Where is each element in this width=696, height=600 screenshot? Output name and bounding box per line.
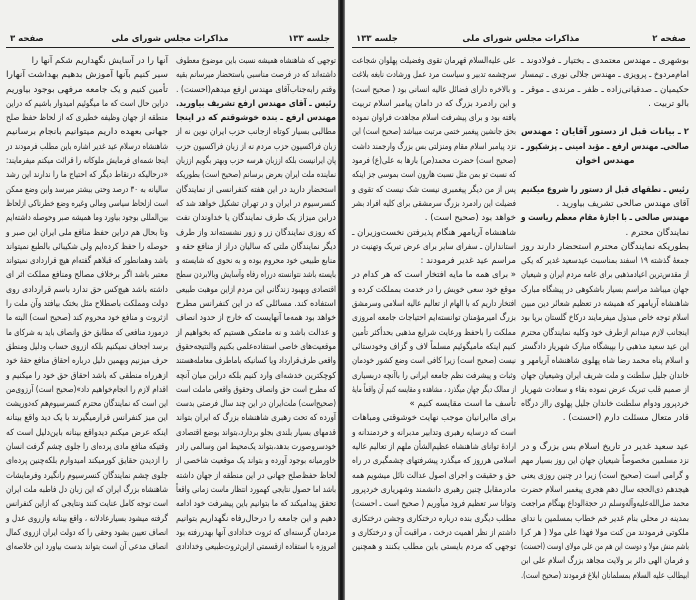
publication-title: مذاکرات مجلس شورای ملی <box>462 34 580 44</box>
text-line: خردپرور ودوام سلطنت خاندان جلیل پهلوی رااز درگاه <box>521 399 689 410</box>
page-header <box>6 33 334 48</box>
text-line: وقتم رابه‌جناب‌آقای مهندس ارفع میدهم(احسنت) . <box>176 84 336 95</box>
text-line: اسلام توجه خاص مبذول میفرمایند درکاخ گلستان برپا بود <box>521 313 689 324</box>
text-line: تأمین کنیم و یک جامعه مرفهی بوجود بیاوریم <box>5 84 168 95</box>
text-line: مهندس اخوان <box>575 156 635 167</box>
text-line: ۲ ـ بیانات قبل از دستور آقایان : مهندس <box>521 127 689 138</box>
text-line: حوصله را حفظ کرده‌ایم ولی شکیبائی بالطبع نمیتواند <box>5 241 169 252</box>
text-line: سرچشمه تدبیر و سیاست مرد عمل ورشادت نابغه بلاغت <box>352 70 516 81</box>
session-number: جلسه ۱۳۳ <box>288 34 330 44</box>
text-line: پس از من دیگر پیغمبری نیست شک نیست که تقوی و <box>352 184 516 195</box>
text-line: و عدالت باشد و نه مامتکی هستیم که بخواهیم از <box>176 327 336 338</box>
text-line: استحضار دارید در این هفته کنفرانسی از نمایندگان <box>176 184 336 195</box>
text-line: جهانی بعهده داریم میتوانیم بانجام برسانیم <box>6 127 169 138</box>
text-line: حکیمیان ـ صدقیانی‌زاده ـ ظفر ـ مرندی ـ موقر ـ <box>521 84 689 95</box>
text-line: تحقق پیدامیکند که ما بتوانیم باین پیشرفت خود ادامه <box>176 499 336 510</box>
text-line: را ازدیدن حقایق کورمیکند امیدوارم بلکه‌چنین پرده‌ای <box>6 456 169 467</box>
text-line: امام‌مردوخ ـ پرویزی ـ مهندس جلالی نوری ـ تیمسار <box>521 70 689 81</box>
text-line: هیجدهم ذی‌الحجه سال دهم هجری پیغمبر اسلام حضرت <box>521 484 689 495</box>
text-line: از مقدس‌ترین اعیادمذهبی برای عامه مردم ایران و شیعیان <box>521 270 689 281</box>
text-line: مهندس صالحی ـ با اجازهٔ مقام معظم ریاست و <box>521 213 689 224</box>
text-line: از صمیم قلب تبریک عرض نموده بقاء و سعادت شهریار <box>521 384 689 395</box>
text-line: استفاده کند. مسائلی که در این کنفرانس مطرح <box>176 299 336 310</box>
text-line: داشته باشد هیچ‌کس حق ندارد باسم قراردادی روی <box>6 284 168 295</box>
text-line <box>521 111 689 125</box>
text-line: انصاف مدعی آن است بتواند بدست بیاورد این خلاصه‌ای <box>6 542 169 553</box>
text-line: معتبر باشد اگر برخلاف مصالح ومنافع مملکت اثر ای <box>5 270 169 281</box>
text-line: وثبات و پیشرفت نظم جامعه ایرانی را باآنچه دربسیاری <box>352 370 516 381</box>
text-line: باشم منش مولا و دوست این هم من علی مولای اوست (احسنت) <box>521 542 689 553</box>
right-page <box>346 0 696 600</box>
text-line: که نسبت تو بمن مثل نسبت هارون است بموسی جز اینکه <box>352 170 516 181</box>
text-line: مطالبی بسیار کوتاه ازجانب حزب ایران نوین نه از <box>176 127 336 138</box>
text-line: درمورد منافعی که مطابق حق وانصاف باید به شرکای ما <box>5 327 168 338</box>
text-line: منابع طبیعی خود محروم بوده و به نحوی که شایسته و <box>176 256 336 267</box>
text-line: واقعی طرف‌قرارداد ویا کسانیکه باماطرف معامله‌هستند <box>176 356 336 367</box>
text-line: سیر کنیم بآنها آموزش بدهیم بهداشت آنهارا <box>6 70 168 81</box>
text-line: اینجانب لازم میدانم ازطرف خود وکلیه نمایندگان محترم <box>521 327 689 338</box>
text-line: قادر متعال مسئلت دارم (احسنت) . <box>562 413 689 424</box>
text-line: مهندس ارفع ـ بنده خوشوقتم که در اینجا <box>176 113 336 124</box>
text-line: رئیس ـ آقای مهندس ارفع تشریف بیاورید. <box>176 98 336 109</box>
text-line: زبان فراکسیون حزب مردم نه از زبان فراکسیون حزب <box>176 141 336 152</box>
text-line: خاورمیانه بوجود آورده و بتواند یک موقعیت شاخصی از <box>176 456 336 467</box>
text-line: ملکوتی فرمودند من کنت مولا فهذا علی مولا ( هر کرا <box>521 527 689 538</box>
text-line: اینکه عرض میکنم دیدواقع بینانه باین‌دلیل است که <box>5 427 169 438</box>
text-line: مردمان گرسنه‌ای که ثروت خدادادی آنها بهدررفته بود <box>176 527 336 538</box>
text-line: امروزه با استفاده ازقسمتی ازاین‌ثروت‌طبیعی وخدادادی <box>176 542 336 553</box>
text-line: توجهی که مردم بایستی باین مطلب بکنند و همچنین <box>352 542 516 553</box>
text-line: نزد مسلمین مخصوصاً شیعیان جهان این روز بسیار مهم <box>521 456 689 467</box>
text-line: این میز کنفرانس قرارمیگیرند با یک دید واقع بینانه <box>5 413 168 424</box>
text-line: وقتیکه منافع مادی پرده‌ای را جلوی چشم گرفت انسان <box>6 442 168 453</box>
text-column-left <box>352 54 516 554</box>
text-line: منطقه از جهان وظیفه خطیری که از لحاظ حفظ صلح <box>5 113 168 124</box>
text-column-left <box>6 54 168 554</box>
page-number: صفحه ۲ <box>652 34 686 44</box>
text-line: تأسف ما است مقایسه کنیم » <box>409 399 516 410</box>
text-line: صالحی‌ـ مهندس ارفع ـ مؤید امینی ـ پزشکپور ـ <box>521 141 689 152</box>
text-line: دراین حال است که ما میگوئیم امیدوار باشیم که دراین <box>6 98 168 109</box>
text-line: وتا بحال هم دراین حفظ منافع ملی ایران این صبر و <box>6 227 169 238</box>
text-line: ابیطالب علیه السلام بمسلمانان ابلاغ فرمودند (صحیح است). <box>521 570 689 581</box>
text-line: پان ایرانیست بلکه اززبان هرسه حزب وبهتر بگویم اززبان <box>176 156 336 167</box>
text-line: بطوریکه نمایندگان محترم استحضار دارند روز <box>521 241 689 252</box>
text-line: حق و حقیقت و اجرای اصول عدالت نائل میشویم همه <box>352 470 516 481</box>
text-line: «درحالیکه درنقاط دیگر که احتیاج ما را ندارند این رشد <box>6 170 168 181</box>
text-line: بزرگ امیرمؤمنان توانسته‌ایم احتیاجات جامعه امروزی <box>352 313 516 324</box>
text-line: قدمهای بسیار بلندی بجلو بردارد،بتواند بوضع اقتصادی <box>176 427 336 438</box>
text-line: اقتصادی وبهبود زندگانی این مردم ازاین موهبت طبیعی <box>176 284 336 295</box>
text-line: دهیم و این جامعه را درحال‌رفاه نگهداریم بتوانیم <box>176 513 336 524</box>
text-line <box>521 426 689 440</box>
text-line: محمد صل‌الله‌علیه‌وآله‌وسلم در حجة‌الوداع بهنگام مراجعت <box>521 499 689 510</box>
text-line: است ازلحاظ سیاسی ومالی وغیره وضع خطرناکی ازلحاظ <box>5 198 168 209</box>
text-line: حرف میزنیم وبهمین دلیل درباره احقاق منافع حقهٔ خود <box>5 356 168 367</box>
text-line: که مطرح است حق وانصاف وحقوق واقعی ماملت است <box>176 384 336 395</box>
text-line: یافته بود و برای پیشرفت اسلام مجاهدت فراوان نموده <box>352 113 516 124</box>
text-line: ازهرراه منطقی که باشد احقاق حق خود را میکنیم و <box>5 370 169 381</box>
text-line: باشد وهمانطور که قبلاهم گفته‌ام هیچ قراردادی نمیتواند <box>6 256 169 267</box>
text-line: رئیس ـ نطقهای قبل از دستور را شروع میکنیم <box>521 184 689 195</box>
text-line: از ممالک دیگر جهان میگذرد ، مشاهده و مقایسه کنیم آن واقعاً مایهٔ <box>352 384 516 395</box>
text-line: آورده که تحت رهبری شاهنشاه بزرگ که ایران بتواند <box>176 413 336 424</box>
text-line: است که درسایه رهبری وتدابیر مدبرانه و خردمندانه و <box>352 427 516 438</box>
left-page <box>0 0 340 600</box>
text-line: کوچکترین خدشه‌ای وارد کنیم بلکه دراین میان آنچه <box>176 370 336 381</box>
text-line: دولت ومملکت باصطلاح مثل بختک بیافتد وآن ملت را <box>6 299 169 310</box>
text-line: ازثروت و منافع خود محروم کند (صحیح است) البته ما <box>5 313 168 324</box>
text-column-right <box>176 54 336 554</box>
text-line: موقعیت‌های خاصی استفاده‌علمی بکنیم والنتیجه‌حقوق <box>176 341 336 352</box>
text-line: مطلب دیگری بنده درباره درختکاری وجشن درختکاری <box>352 513 516 524</box>
text-line: بین‌المللی بوجود بیاورد وما همیشه صبر وحوصله داشته‌ایم <box>6 213 168 224</box>
text-line: نیست (صحیح است) زیرا کافی است وضع کشور خودمان <box>352 356 516 367</box>
text-line: خواهد بود (صحیح است) . <box>424 213 516 224</box>
text-line: و فرمان الهی دائر بر ولایت مجاهد بزرگ اسلام علی ابن <box>521 556 689 567</box>
text-line: ارادهٔ توانای شاهنشاه عظیم‌الشأن ملهم از تعالیم عالیه <box>352 442 516 453</box>
text-line: (صحیح‌است) ملت‌ایران در این چند سال فرصتی بدست <box>176 399 336 410</box>
text-line: شاهنشاه آریامهر که همیشه در تعظیم شعائر دین مبین <box>521 299 689 310</box>
text-line: اینجا شمه‌ای فرمایش ملوکانه را قرائت میکنم میفرمایند: <box>6 156 169 167</box>
text-line: کنسرسیوم در ایران و در تهران تشکیل خواهد شد که <box>176 198 336 209</box>
text-line: علی علیه‌السلام قهرمان تقوی وفضیلت پهلوان شجاعت <box>352 56 516 66</box>
text-line: که روزی نمایندگان زر و زور نشسته‌اند واز طرف <box>176 227 336 238</box>
session-number: جلسه ۱۳۳ <box>356 34 398 44</box>
text-line: فضیلت این رادمرد بزرگ سرمشقی برای کلیه افراد بشر <box>352 198 516 209</box>
text-column-right <box>521 54 689 583</box>
text-line: شاهنشاه آریامهر هنگام پذیرفتن نخست‌وزیران ـ <box>352 227 516 238</box>
text-line: باشد اما حصول نتایجی کهمورد انتظار ماست زمانی واقعاً <box>176 484 336 495</box>
text-line: مادرمقابل چنین رهبری دانشمند وشهریاری خردپرور <box>352 484 516 495</box>
text-line: جمعهٔ گذشته ۱۹ اسفند بمناسبت عیدسعید غدیر که یکی <box>521 256 689 267</box>
text-line: و اسلام پناه محمد رضا شاه پهلوی شاهنشاه آریامهر و <box>521 356 689 367</box>
book-binding <box>338 0 345 600</box>
text-line: داشته‌اند که در فرصت مناسبی باستحضار میرسانم بقیه <box>176 70 336 81</box>
text-line: و بالاخره دارای فضائل عالیه انسانی بود ( صحیح است) <box>352 84 516 95</box>
text-line: آقای مهندس صالحی تشریف بیاورید . <box>556 198 689 209</box>
text-line: خواهد بود همه‌ما آنهایست که خارج از حدود انصاف <box>176 313 336 324</box>
text-line: شاهنشاه درسلام عید غدیر اشاره باین مطلب فرمودند در <box>6 141 169 152</box>
text-line: نزد پیامبر اسلام مقام ومنزلتی بس بزرگ وارجمند داشت <box>352 141 516 152</box>
text-line: توجهی که شاهنشاه همیشه نسبت باین موضوع معطوف <box>176 56 336 66</box>
text-line: لحاظ حفظ‌صلح جهانی در این منطقه از جهان داشته <box>176 470 336 481</box>
page-header <box>352 33 690 48</box>
text-line: آنها را در آسایش نگهداریم شکم آنها را <box>31 56 168 66</box>
text-line <box>521 168 689 182</box>
text-line: (صحیح است) حضرت محمد(ص) بارها به علی(ع) فرمود <box>352 156 516 167</box>
text-line: « برای همه ما مایه افتخار است که هر کدام در <box>352 270 516 281</box>
text-line: مملکت را باحفظ ورعایت شرایع مذهبی بحدأکثر تأمین <box>352 327 516 338</box>
text-line: مراسم عید غدیر فرمودند : <box>420 256 516 267</box>
text-line: داشتم از نظر اهمیت درخت ، مراقبت آن و درختکاری و <box>352 527 516 538</box>
text-line: و گرامی است (صحیح است) زیرا در چنین روزی یعنی <box>521 470 689 481</box>
text-line: دراین میزاز یک طرف نمایندگان یا خداوندان نفت <box>176 213 336 224</box>
publication-title: مذاکرات مجلس شورای ملی <box>111 34 229 44</box>
text-line: برای ماایرانیان موجب نهایت خوشوقتی ومباهات <box>352 413 516 424</box>
page-number: صفحه ۳ <box>10 34 44 44</box>
text-line: استانداران ـ سفرای سایر برای عرض تبریک وتهنیت در <box>352 241 516 252</box>
text-line: نماینده ملت ایران بعرض برسانم (صحیح است) بطوریکه <box>176 170 336 181</box>
text-line: افتخار داریم که با الهام از تعالیم عالیه اسلامی وسرمشق <box>352 299 516 310</box>
text-line: است توجه کامل عنایت کنند ونتایجی که ازاین کنفرانس <box>5 499 168 510</box>
text-line: بحق جانشین پیغمبر ختمی مرتبت میباشد (صحیح است) این <box>352 127 516 138</box>
text-line: برسد اجحاف نمیکنیم بلکه ازروی حساب ودلیل ومنطق <box>6 341 169 352</box>
text-line: وتوانا سر تعظیم فرود میآوریم ( صحیح است ـ احسنت) <box>352 499 516 510</box>
text-line: و این رادمرد بزرگ که در دامان پیامبر اسلام تربیت <box>352 98 516 109</box>
text-line: موقع خود سعی خویش را در خدمت بمملکت کرده و <box>352 284 516 295</box>
text-line: این است که نمایندگان محترم کنسرسیوم‌هم که‌دورپشت <box>6 399 169 410</box>
text-line: بایسته باشد نتوانسته درراه رفاه وآسایش وبالابردن سطح <box>176 270 336 281</box>
text-line: بالو تربیت . <box>648 98 689 109</box>
text-line: نمایندگان محترم . <box>625 227 689 238</box>
text-line: بوشهری ـ مهندس معتمدی ـ بختیار ـ فولادوند ـ <box>521 56 689 66</box>
text-line: جهان میباشد مراسم بسیار باشکوهی در پیشگاه مبارک <box>521 284 689 295</box>
text-line: اسلامی هرروز که میگذرد پیشرفتهای چشمگیری در راه <box>352 456 516 467</box>
text-line: این عید سعید مذهبی را بپیشگاه مبارک شهریار دادگستر <box>521 341 689 352</box>
text-line: سالیانه به ۳۰ درصد وحتی بیشتر میرسد واین وضع ممکن <box>6 184 168 195</box>
text-line: گرفته میشود بسیارعادلانه ، واقع بینانه وازروی عدل و <box>5 513 168 524</box>
text-line: بمدینه در محلی بنام غدیر خم خطاب بمسلمین با ندای <box>521 513 689 524</box>
text-line: جلوی چشم نمایندگان کنسرسیوم رانگیرد وفرمایشات <box>6 470 169 481</box>
text-line: انصاف تعیین بشود وحقی را که دولت ایران ازروی کمال <box>6 527 168 538</box>
text-line: شاهنشاه بزرگ ایران که این زبان دل فاطبه ملت ایران <box>5 484 168 495</box>
text-line: کنیم اینکه مامیگوئیم مسلماً لاف و گزاف وخودستائی <box>352 341 516 352</box>
text-line: خودسروصورت بدهد،بتواند یک‌محیط امن وسالمی رادر <box>176 442 336 453</box>
text-line: اقدام لازم را انجام‌خواهیم داد»(صحیح است) آرزوی‌من <box>5 384 168 395</box>
text-line: خاندان جلیل سلطنت و ملت شریف ایران وشیعیان جهان <box>521 370 689 381</box>
text-line: دیگر نمایندگان ملتی که سالیان دراز از منافع حقه و <box>176 241 336 252</box>
text-line: عید سعید غدیر در تاریخ اسلام بس بزرگ و در <box>521 442 689 453</box>
